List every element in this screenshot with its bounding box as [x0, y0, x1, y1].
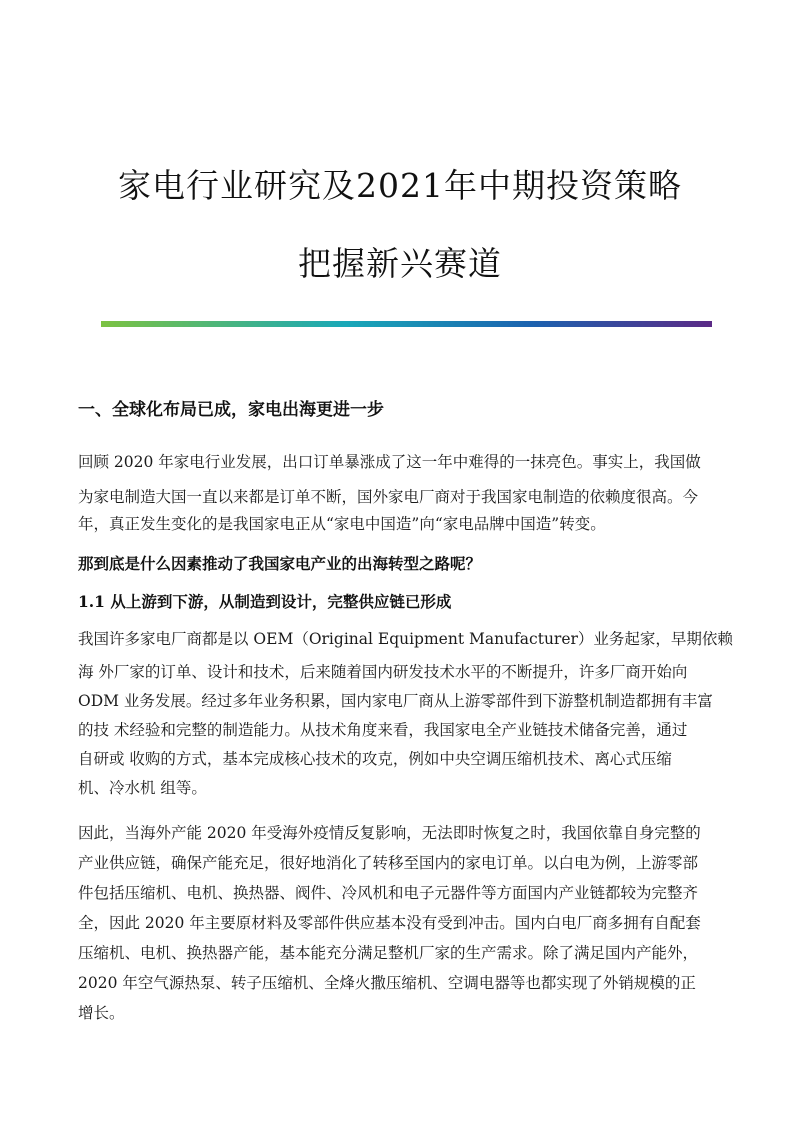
paragraph-line: 回顾 2020 年家电行业发展，出口订单暴涨成了这一年中难得的一抹亮色。事实上，我国做	[78, 453, 701, 471]
paragraph-line: 产业供应链，确保产能充足，很好地消化了转移至国内的家电订单。以白电为例，上游零部	[78, 854, 699, 872]
paragraph-line: 增长。	[78, 1004, 125, 1022]
paragraph-line: 件包括压缩机、电机、换热器、阀件、冷风机和电子元器件等方面国内产业链都较为完整齐	[78, 884, 699, 902]
document-subtitle: 把握新兴赛道	[298, 244, 502, 283]
paragraph-line: 自研或 收购的方式，基本完成核心技术的攻克，例如中央空调压缩机技术、离心式压缩	[78, 750, 672, 768]
paragraph-line: 为家电制造大国一直以来都是订单不断，国外家电厂商对于我国家电制造的依赖度很高。今	[78, 488, 699, 506]
section-heading: 一、全球化布局已成，家电出海更进一步	[78, 400, 384, 420]
paragraph-line: ODM 业务发展。经过多年业务积累，国内家电厂商从上游零部件到下游整机制造都拥有丰富	[78, 692, 713, 710]
paragraph-line: 压缩机、电机、换热器产能，基本能充分满足整机厂家的生产需求。除了满足国内产能外，	[78, 944, 699, 962]
subsection-heading: 1.1 从上游到下游，从制造到设计，完整供应链已形成	[78, 592, 452, 611]
paragraph-line: 海 外厂家的订单、设计和技术，后来随着国内研发技术水平的不断提升，许多厂商开始向	[78, 663, 688, 681]
paragraph-line: 我国许多家电厂商都是以 OEM（Original Equipment Manufacturer）业务起家，早期依赖	[78, 630, 733, 648]
paragraph-line: 机、冷水机 组等。	[78, 779, 207, 797]
paragraph-line: 年，真正发生变化的是我国家电正从“家电中国造”向“家电品牌中国造”转变。	[78, 515, 606, 533]
paragraph-line: 2020 年空气源热泵、转子压缩机、全烽火撒压缩机、空调电器等也都实现了外销规模的正	[78, 974, 696, 992]
document-title: 家电行业研究及2021年中期投资策略	[118, 166, 682, 205]
gradient-divider	[101, 321, 712, 327]
question-heading: 那到底是什么因素推动了我国家电产业的出海转型之路呢？	[78, 554, 482, 573]
paragraph-line: 因此，当海外产能 2020 年受海外疫情反复影响，无法即时恢复之时，我国依靠自身完整的	[78, 824, 701, 842]
paragraph-line: 全，因此 2020 年主要原材料及零部件供应基本没有受到冲击。国内白电厂商多拥有自配套	[78, 914, 701, 932]
paragraph-line: 的技 术经验和完整的制造能力。从技术角度来看，我国家电全产业链技术储备完善，通过	[78, 721, 688, 739]
